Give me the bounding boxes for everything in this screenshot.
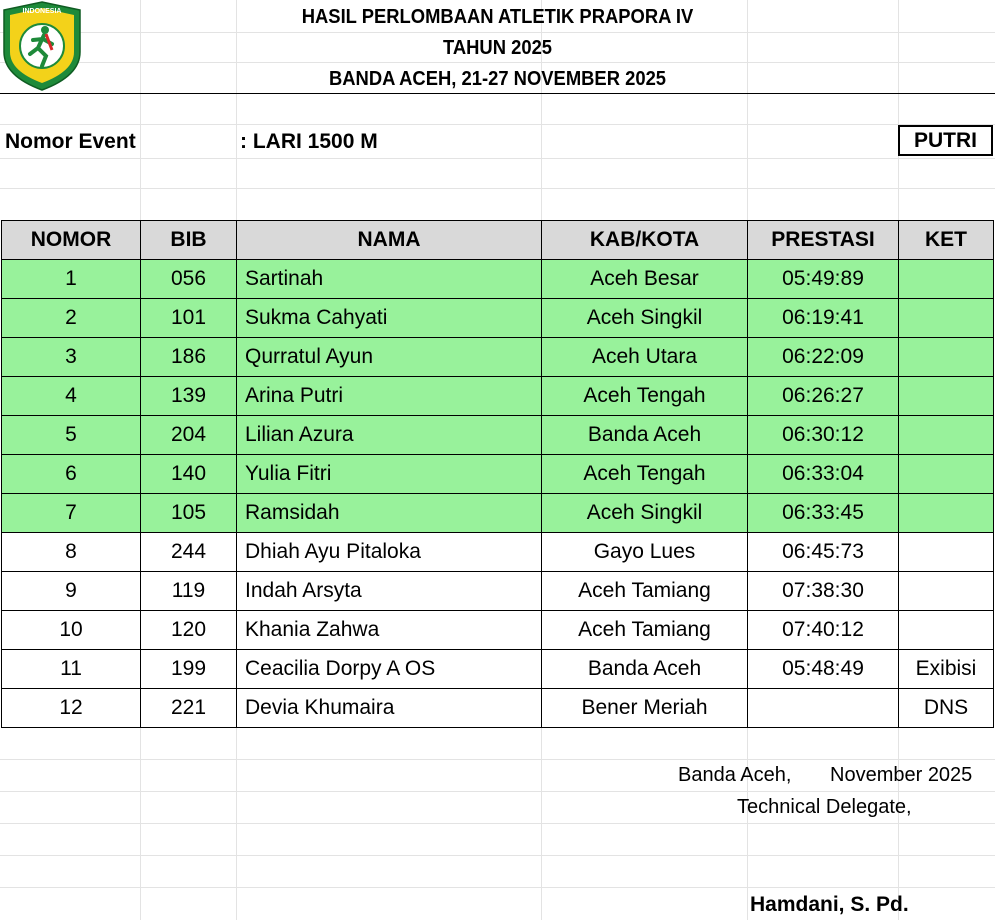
cell-kota: Aceh Utara — [542, 338, 748, 377]
cell-bib: 244 — [141, 533, 237, 572]
cell-prestasi: 06:33:04 — [748, 455, 899, 494]
gridline — [0, 124, 995, 125]
cell-prestasi: 06:26:27 — [748, 377, 899, 416]
cell-bib: 119 — [141, 572, 237, 611]
cell-nama: Devia Khumaira — [237, 689, 542, 728]
cell-bib: 221 — [141, 689, 237, 728]
cell-kota: Banda Aceh — [542, 416, 748, 455]
cell-nomor: 9 — [2, 572, 141, 611]
cell-ket: DNS — [899, 689, 994, 728]
gridline — [0, 188, 995, 189]
cell-nama: Qurratul Ayun — [237, 338, 542, 377]
cell-ket — [899, 416, 994, 455]
signature-place: Banda Aceh, — [678, 764, 792, 786]
cell-kota: Banda Aceh — [542, 650, 748, 689]
cell-nomor: 10 — [2, 611, 141, 650]
cell-nomor: 12 — [2, 689, 141, 728]
cell-nomor: 4 — [2, 377, 141, 416]
cell-nomor: 5 — [2, 416, 141, 455]
cell-nama: Yulia Fitri — [237, 455, 542, 494]
event-value: : LARI 1500 M — [240, 130, 378, 153]
cell-bib: 105 — [141, 494, 237, 533]
cell-bib: 186 — [141, 338, 237, 377]
column-header-prestasi: PRESTASI — [748, 221, 899, 260]
cell-nomor: 2 — [2, 299, 141, 338]
gridline — [0, 62, 995, 63]
cell-nama: Sukma Cahyati — [237, 299, 542, 338]
column-header-bib: BIB — [141, 221, 237, 260]
cell-kota: Aceh Tengah — [542, 377, 748, 416]
cell-ket — [899, 455, 994, 494]
cell-ket — [899, 338, 994, 377]
signature-role: Technical Delegate, — [737, 796, 912, 818]
cell-kota: Aceh Besar — [542, 260, 748, 299]
gridline — [0, 32, 995, 33]
cell-kota: Aceh Tamiang — [542, 572, 748, 611]
cell-kota: Aceh Tamiang — [542, 611, 748, 650]
cell-nama: Sartinah — [237, 260, 542, 299]
cell-kota: Aceh Tengah — [542, 455, 748, 494]
table-row — [2, 260, 994, 299]
cell-bib: 204 — [141, 416, 237, 455]
cell-prestasi: 07:38:30 — [748, 572, 899, 611]
table-row — [2, 650, 994, 689]
cell-ket — [899, 572, 994, 611]
cell-nama: Ceacilia Dorpy A OS — [237, 650, 542, 689]
category-badge: PUTRI — [898, 125, 993, 156]
cell-bib: 101 — [141, 299, 237, 338]
cell-nama: Indah Arsyta — [237, 572, 542, 611]
column-header-ket: KET — [899, 221, 994, 260]
cell-kota: Aceh Singkil — [542, 299, 748, 338]
title-line-1: HASIL PERLOMBAAN ATLETIK PRAPORA IV — [301, 6, 694, 28]
table-row — [2, 338, 994, 377]
cell-prestasi: 07:40:12 — [748, 611, 899, 650]
cell-bib: 199 — [141, 650, 237, 689]
cell-prestasi: 06:33:45 — [748, 494, 899, 533]
cell-nama: Khania Zahwa — [237, 611, 542, 650]
cell-ket — [899, 494, 994, 533]
title-line-2: TAHUN 2025 — [442, 37, 553, 59]
cell-kota: Bener Meriah — [542, 689, 748, 728]
table-row — [2, 572, 994, 611]
cell-ket — [899, 611, 994, 650]
cell-ket — [899, 299, 994, 338]
table-header-row — [2, 221, 994, 260]
signature-date: November 2025 — [830, 764, 973, 786]
gridline — [0, 823, 995, 824]
column-header-kab-kota: KAB/KOTA — [542, 221, 748, 260]
cell-prestasi: 05:49:89 — [748, 260, 899, 299]
gridline — [0, 887, 995, 888]
cell-prestasi: 06:45:73 — [748, 533, 899, 572]
cell-nomor: 6 — [2, 455, 141, 494]
cell-nomor: 3 — [2, 338, 141, 377]
cell-ket: Exibisi — [899, 650, 994, 689]
cell-bib: 056 — [141, 260, 237, 299]
cell-prestasi: 05:48:49 — [748, 650, 899, 689]
table-row — [2, 494, 994, 533]
cell-prestasi: 06:22:09 — [748, 338, 899, 377]
cell-nama: Lilian Azura — [237, 416, 542, 455]
cell-kota: Aceh Singkil — [542, 494, 748, 533]
cell-prestasi: 06:19:41 — [748, 299, 899, 338]
cell-nama: Arina Putri — [237, 377, 542, 416]
cell-kota: Gayo Lues — [542, 533, 748, 572]
title-line-3: BANDA ACEH, 21-27 NOVEMBER 2025 — [328, 68, 667, 90]
gridline — [0, 855, 995, 856]
signature-name: Hamdani, S. Pd. — [750, 893, 909, 916]
results-table — [1, 220, 994, 728]
cell-nomor: 1 — [2, 260, 141, 299]
gridline — [0, 158, 995, 159]
cell-nomor: 11 — [2, 650, 141, 689]
table-row — [2, 611, 994, 650]
svg-text:INDONESIA: INDONESIA — [22, 8, 62, 15]
header-rule — [0, 93, 995, 94]
cell-nomor: 8 — [2, 533, 141, 572]
cell-bib: 139 — [141, 377, 237, 416]
cell-nama: Ramsidah — [237, 494, 542, 533]
gridline — [0, 759, 995, 760]
table-row — [2, 689, 994, 728]
cell-nama: Dhiah Ayu Pitaloka — [237, 533, 542, 572]
cell-bib: 140 — [141, 455, 237, 494]
cell-nomor: 7 — [2, 494, 141, 533]
column-header-nama: NAMA — [237, 221, 542, 260]
table-row — [2, 533, 994, 572]
table-row — [2, 416, 994, 455]
cell-ket — [899, 533, 994, 572]
table-row — [2, 377, 994, 416]
table-row — [2, 299, 994, 338]
cell-prestasi — [748, 689, 899, 728]
cell-ket — [899, 260, 994, 299]
cell-ket — [899, 377, 994, 416]
table-row — [2, 455, 994, 494]
event-label: Nomor Event — [5, 130, 136, 153]
cell-bib: 120 — [141, 611, 237, 650]
column-header-nomor: NOMOR — [2, 221, 141, 260]
cell-prestasi: 06:30:12 — [748, 416, 899, 455]
gridline — [0, 791, 995, 792]
